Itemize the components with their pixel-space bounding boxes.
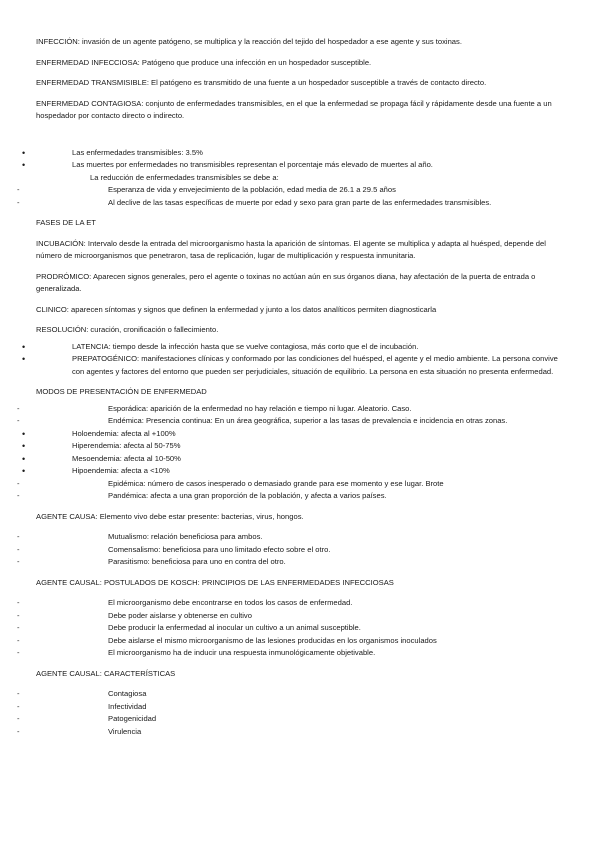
list-item: - Esporádica: aparición de la enfermedad no hay relación e tiempo ni lugar. Aleatorio. Caso. [36,403,568,416]
list-item: - Parasitismo: beneficiosa para uno en contra del otro. [36,556,568,569]
document-page [36,36,568,738]
section-title-agente-causa: AGENTE CAUSA: Elemento vivo debe estar presente: bacterias, virus, hongos. [36,511,304,521]
phase-resolucion: RESOLUCIÓN: curación, cronificación o fallecimiento. [36,325,219,334]
list-item: - Al declive de las tasas específicas de muerte por edad y sexo para gran parte de las enfermedades transmisibles. [36,197,568,210]
list-item: - Mutualismo: relación beneficiosa para ambos. [36,531,568,544]
definition-infeccion: INFECCIÓN: invasión de un agente patógeno, se multiplica y la reacción del tejido del hospedador a ese agente y sus toxinas. [36,37,462,46]
section-title-caracteristicas: AGENTE CAUSAL: CARACTERÍSTICAS [36,668,176,678]
list-item: - Epidémica: número de casos inesperado o demasiado grande para ese momento y ese lugar. Brote [36,478,568,491]
definition-enfermedad-contagiosa: ENFERMEDAD CONTAGIOSA: conjunto de enfermedades transmisibles, en el que la enfermedad se propaga fácil y rápidamente desde una fuente a un hospedador por contacto directo o indirecto. [36,98,552,120]
section-title-fases: FASES DE LA ET [36,218,96,227]
list-item: - Debe poder aislarse y obtenerse en cultivo [36,610,568,623]
definition-enfermedad-infecciosa: ENFERMEDAD INFECCIOSA: Patógeno que produce una infección en un hospedador susceptible. [36,57,372,67]
list-item: • Hiperendemia: afecta al 50-75% [36,440,568,453]
list-item: - Esperanza de vida y envejecimiento de la población, edad media de 26.1 a 29.5 años [36,184,568,197]
section-title-modos: MODOS DE PRESENTACIÓN DE ENFERMEDAD [36,387,207,396]
list-item: - Patogenicidad [36,713,568,726]
list-item: • LATENCIA: tiempo desde la infección hasta que se vuelve contagiosa, más corto que el de incubación. [36,341,568,354]
section-title-koch: AGENTE CAUSAL: POSTULADOS DE KOSCH: PRINCIPIOS DE LAS ENFERMEDADES INFECCIOSAS [36,577,394,587]
list-item: - Debe producir la enfermedad al inocular un cultivo a un animal susceptible. [36,622,568,635]
phase-incubacion: INCUBACIÓN: Intervalo desde la entrada del microorganismo hasta la aparición de síntomas. El agente se multiplica y adapta al huésped, depende del número de microorganismos que penetraron, tasa de replicación, lugar de multiplicación y respuesta inmunitaria. [36,238,546,260]
list-item: • Mesoendemia: afecta al 10-50% [36,453,568,466]
list-item: • Holoendemia: afecta al +100% [36,428,568,441]
list-item: - El microorganismo debe encontrarse en todos los casos de enfermedad. [36,597,568,610]
reduction-intro: La reducción de enfermedades transmisibles se debe a: [90,172,279,182]
list-item: - Endémica: Presencia continua: En un área geográfica, superior a las tasas de prevalencia e incidencia en otras zonas. [36,415,568,428]
list-item: - Contagiosa [36,688,568,701]
list-item: - Comensalismo: beneficiosa para uno limitado efecto sobre el otro. [36,544,568,557]
list-item: • Las muertes por enfermedades no transmisibles representan el porcentaje más elevado de muertes al año. [36,159,568,172]
list-item: - Pandémica: afecta a una gran proporción de la población, y afecta a varios países. [36,490,568,503]
list-item: • PREPATOGÉNICO: manifestaciones clínicas y conformado por las condiciones del huésped, el agente y el medio ambiente. La persona convive con agentes y factores del entorno que pueden ser perjudiciales, situación de equilibrio. La persona en esta situación no presenta enfermedad. [36,353,568,378]
list-item: • Hipoendemia: afecta a <10% [36,465,568,478]
list-item: • Las enfermedades transmisibles: 3.5% [36,147,568,160]
phase-prodromico: PRODRÓMICO: Aparecen signos generales, pero el agente o toxinas no actúan aún en sus órganos diana, hay afectación de la puerta de entrada o generalizada. [36,271,536,293]
list-item: - Virulencia [36,726,568,739]
definition-enfermedad-transmisible: ENFERMEDAD TRANSMISIBLE: El patógeno es transmitido de una fuente a un hospedador susceptible a través de contacto directo. [36,78,487,87]
list-item: - Infectividad [36,701,568,714]
list-item: - Debe aislarse el mismo microorganismo de las lesiones producidas en los organismos inoculados [36,635,568,648]
list-item: - El microorganismo ha de inducir una respuesta inmunológicamente objetivable. [36,647,568,660]
phase-clinico: CLINICO: aparecen síntomas y signos que definen la enfermedad y junto a los datos analíticos permiten diagnosticarla [36,304,437,314]
